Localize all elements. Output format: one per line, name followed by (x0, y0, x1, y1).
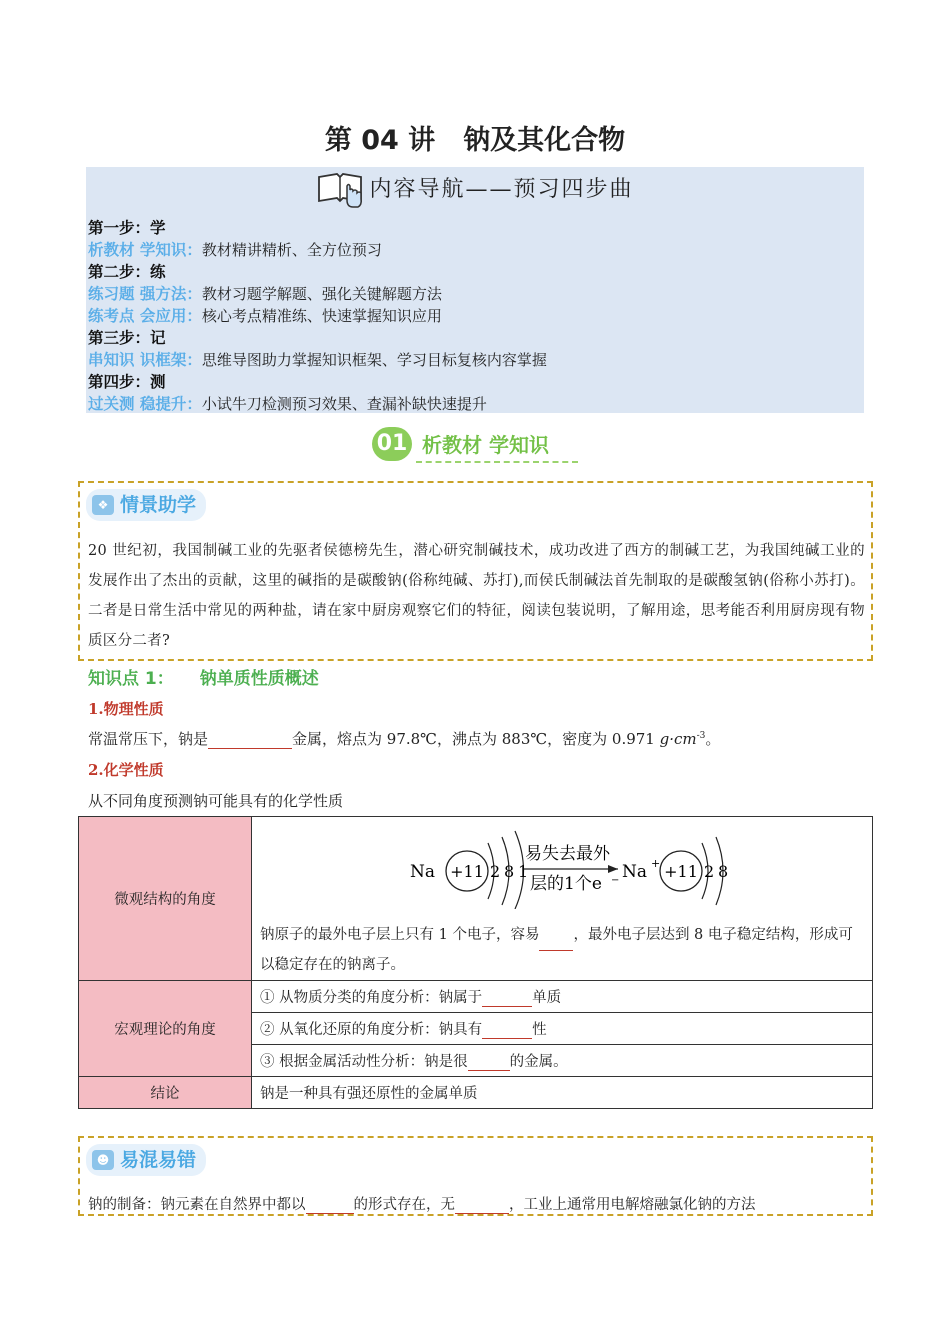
nav-header (86, 167, 864, 213)
svg-text:8: 8 (504, 862, 515, 881)
answer-blank[interactable] (468, 1054, 510, 1071)
svg-text:+11: +11 (664, 862, 698, 881)
svg-text:Na: Na (622, 862, 648, 882)
answer-blank[interactable] (306, 1197, 354, 1214)
confusion-box (78, 1136, 873, 1216)
physical-heading: 1.物理性质 (88, 700, 164, 718)
micro-text: 钠原子的最外电子层上只有 1 个电子，容易 ，最外电子层达到 8 电子稳定结构，形成可以稳定存在的钠离子。 (260, 921, 864, 980)
nav-step-4: 第四步：测 (88, 373, 166, 391)
student-icon: ☻ (92, 1150, 114, 1170)
conclusion-text: 钠是一种具有强还原性的金属单质 (252, 1077, 873, 1109)
book-hand-icon (316, 170, 364, 210)
confusion-text: 钠的制备：钠元素在自然界中都以 的形式存在，无 ，工业上通常用电解熔融氯化钠的方法 (88, 1197, 756, 1213)
svg-text:Na: Na (410, 862, 436, 882)
section-heading (372, 424, 582, 466)
row-label-macro: 宏观理论的角度 (79, 981, 252, 1077)
answer-blank[interactable] (208, 730, 292, 749)
macro-item: ③ 根据金属活动性分析：钠是很 的金属。 (252, 1045, 873, 1077)
svg-text:层的1个e: 层的1个e (530, 874, 602, 894)
svg-text:2: 2 (490, 862, 501, 881)
svg-text:−: − (611, 875, 620, 886)
section-number: 01 (372, 427, 412, 461)
nav-step-3: 第三步：记 (88, 329, 166, 347)
scenario-badge: ❖ 情景助学 (86, 489, 206, 521)
knowledge-point-heading: 知识点 1： 钠单质性质概述 (88, 669, 319, 689)
answer-blank[interactable] (482, 1022, 532, 1039)
nav-item: 练习题 强方法：教材习题学解题、强化关键解题方法 (88, 285, 442, 303)
svg-text:+11: +11 (450, 862, 484, 881)
svg-text:1: 1 (518, 862, 529, 881)
nav-header-text: 内容导航——预习四步曲 (369, 177, 634, 202)
page-title: 第 04 讲 钠及其化合物 (324, 125, 626, 156)
nav-item: 练考点 会应用：核心考点精准练、快速掌握知识应用 (88, 307, 442, 325)
answer-blank[interactable] (455, 1197, 509, 1214)
scenario-text: 20 世纪初，我国制碱工业的先驱者侯德榜先生，潜心研究制碱技术，成功改进了西方的制碱工艺，为我国纯碱工业的发展作出了杰出的贡献，这里的碱指的是碳酸钠(俗称纯碱、苏打),而侯氏制碱法首先制取的是碳酸氢钠(俗称小苏打)。二者是日常生活中常见的两种盐，请在家中厨房观察它们的特征，阅读包装说明，了解用途，思考能否利用厨房现有物质区分二者? (88, 543, 865, 649)
answer-blank[interactable] (482, 990, 532, 1007)
sodium-ionization-diagram (400, 827, 740, 909)
micro-cell (252, 817, 873, 981)
nav-item: 析教材 学知识：教材精讲精析、全方位预习 (88, 241, 382, 259)
content-navigation (86, 167, 864, 413)
property-table (78, 816, 873, 1109)
svg-text:+: + (651, 857, 661, 870)
confusion-badge: ☻ 易混易错 (86, 1144, 206, 1176)
svg-text:易失去最外: 易失去最外 (525, 844, 610, 864)
svg-text:8: 8 (718, 862, 729, 881)
svg-text:2: 2 (704, 862, 715, 881)
section-title: 析教材 学知识 (422, 433, 549, 457)
physical-text: 常温常压下，钠是 金属，熔点为 97.8℃，沸点为 883℃，密度为 0.971 $g\cdot cm^{-3}$。 (88, 730, 721, 748)
puzzle-icon: ❖ (92, 495, 114, 515)
macro-item: ① 从物质分类的角度分析：钠属于 单质 (252, 981, 873, 1013)
section-underline (416, 461, 578, 463)
nav-item: 串知识 识框架：思维导图助力掌握知识框架、学习目标复核内容掌握 (88, 351, 547, 369)
chemical-heading: 2.化学性质 (88, 761, 164, 779)
answer-blank[interactable] (539, 921, 573, 951)
macro-item: ② 从氧化还原的角度分析：钠具有 性 (252, 1013, 873, 1045)
scenario-box (78, 481, 873, 661)
nav-item: 过关测 稳提升：小试牛刀检测预习效果、查漏补缺快速提升 (88, 395, 487, 413)
row-label-micro: 微观结构的角度 (79, 817, 252, 981)
chemical-intro: 从不同角度预测钠可能具有的化学性质 (88, 792, 344, 810)
nav-step-1: 第一步：学 (88, 219, 166, 237)
nav-step-2: 第二步：练 (88, 263, 166, 281)
table-row (79, 981, 873, 1013)
table-row (79, 1077, 873, 1109)
table-row (79, 817, 873, 981)
row-label-conclusion: 结论 (79, 1077, 252, 1109)
